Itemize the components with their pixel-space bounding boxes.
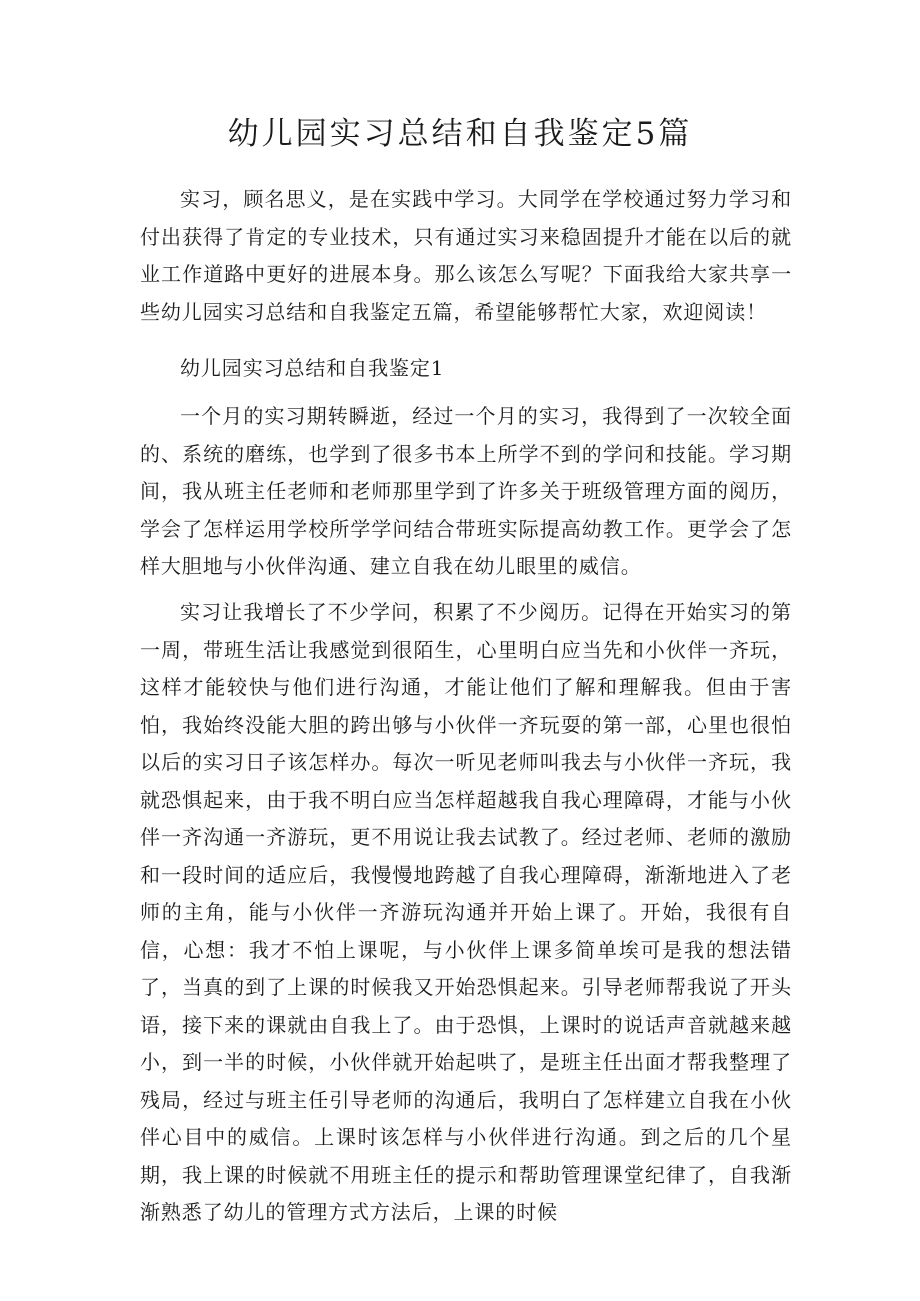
intro-paragraph: 实习，顾名思义，是在实践中学习。大同学在学校通过努力学习和付出获得了肯定的专业技术，只有通过实习来稳固提升才能在以后的就业工作道路中更好的进展本身。那么该怎么写呢？下面我给大家共享一些幼儿园实习总结和自我鉴定五篇，希望能够帮忙大家，欢迎阅读！ [140, 187, 792, 324]
section-heading: 幼儿园实习总结和自我鉴定1 [180, 356, 445, 380]
document-title: 幼儿园实习总结和自我鉴定5篇 [227, 116, 693, 152]
body-paragraph: 一个月的实习期转瞬逝，经过一个月的实习，我得到了一次较全面的、系统的磨练，也学到了很多书本上所学不到的学问和技能。学习期间，我从班主任老师和老师那里学到了许多关于班级管理方面的阅历，学会了怎样运用学校所学学问结合带班实际提高幼教工作。更学会了怎样大胆地与小伙伴沟通、建立自我在幼儿眼里的威信。 [140, 404, 792, 578]
body-paragraph: 实习让我增长了不少学问，积累了不少阅历。记得在开始实习的第一周，带班生活让我感觉到很陌生，心里明白应当先和小伙伴一齐玩，这样才能较快与他们进行沟通，才能让他们了解和理解我。但由于害怕，我始终没能大胆的跨出够与小伙伴一齐玩耍的第一部，心里也很怕以后的实习日子该怎样办。每次一听见老师叫我去与小伙伴一齐玩，我就恐惧起来，由于我不明白应当怎样超越我自我心理障碍，才能与小伙伴一齐沟通一齐游玩，更不用说让我去试教了。经过老师、老师的激励和一段时间的适应后，我慢慢地跨越了自我心理障碍，渐渐地进入了老师的主角，能与小伙伴一齐游玩沟通并开始上课了。开始，我很有自信，心想：我才不怕上课呢，与小伙伴上课多简单埃可是我的想法错了，当真的到了上课的时候我又开始恐惧起来。引导老师帮我说了开头语，接下来的课就由自我上了。由于恐惧，上课时的说话声音就越来越小，到一半的时候，小伙伴就开始起哄了，是班主任出面才帮我整理了残局，经过与班主任引导老师的沟通后，我明白了怎样建立自我在小伙伴心目中的威信。上课时该怎样与小伙伴进行沟通。到之后的几个星期，我上课的时候就不用班主任的提示和帮助管理课堂纪律了，自我渐渐熟悉了幼儿的管理方式方法后，上课的时候 [140, 600, 792, 1224]
